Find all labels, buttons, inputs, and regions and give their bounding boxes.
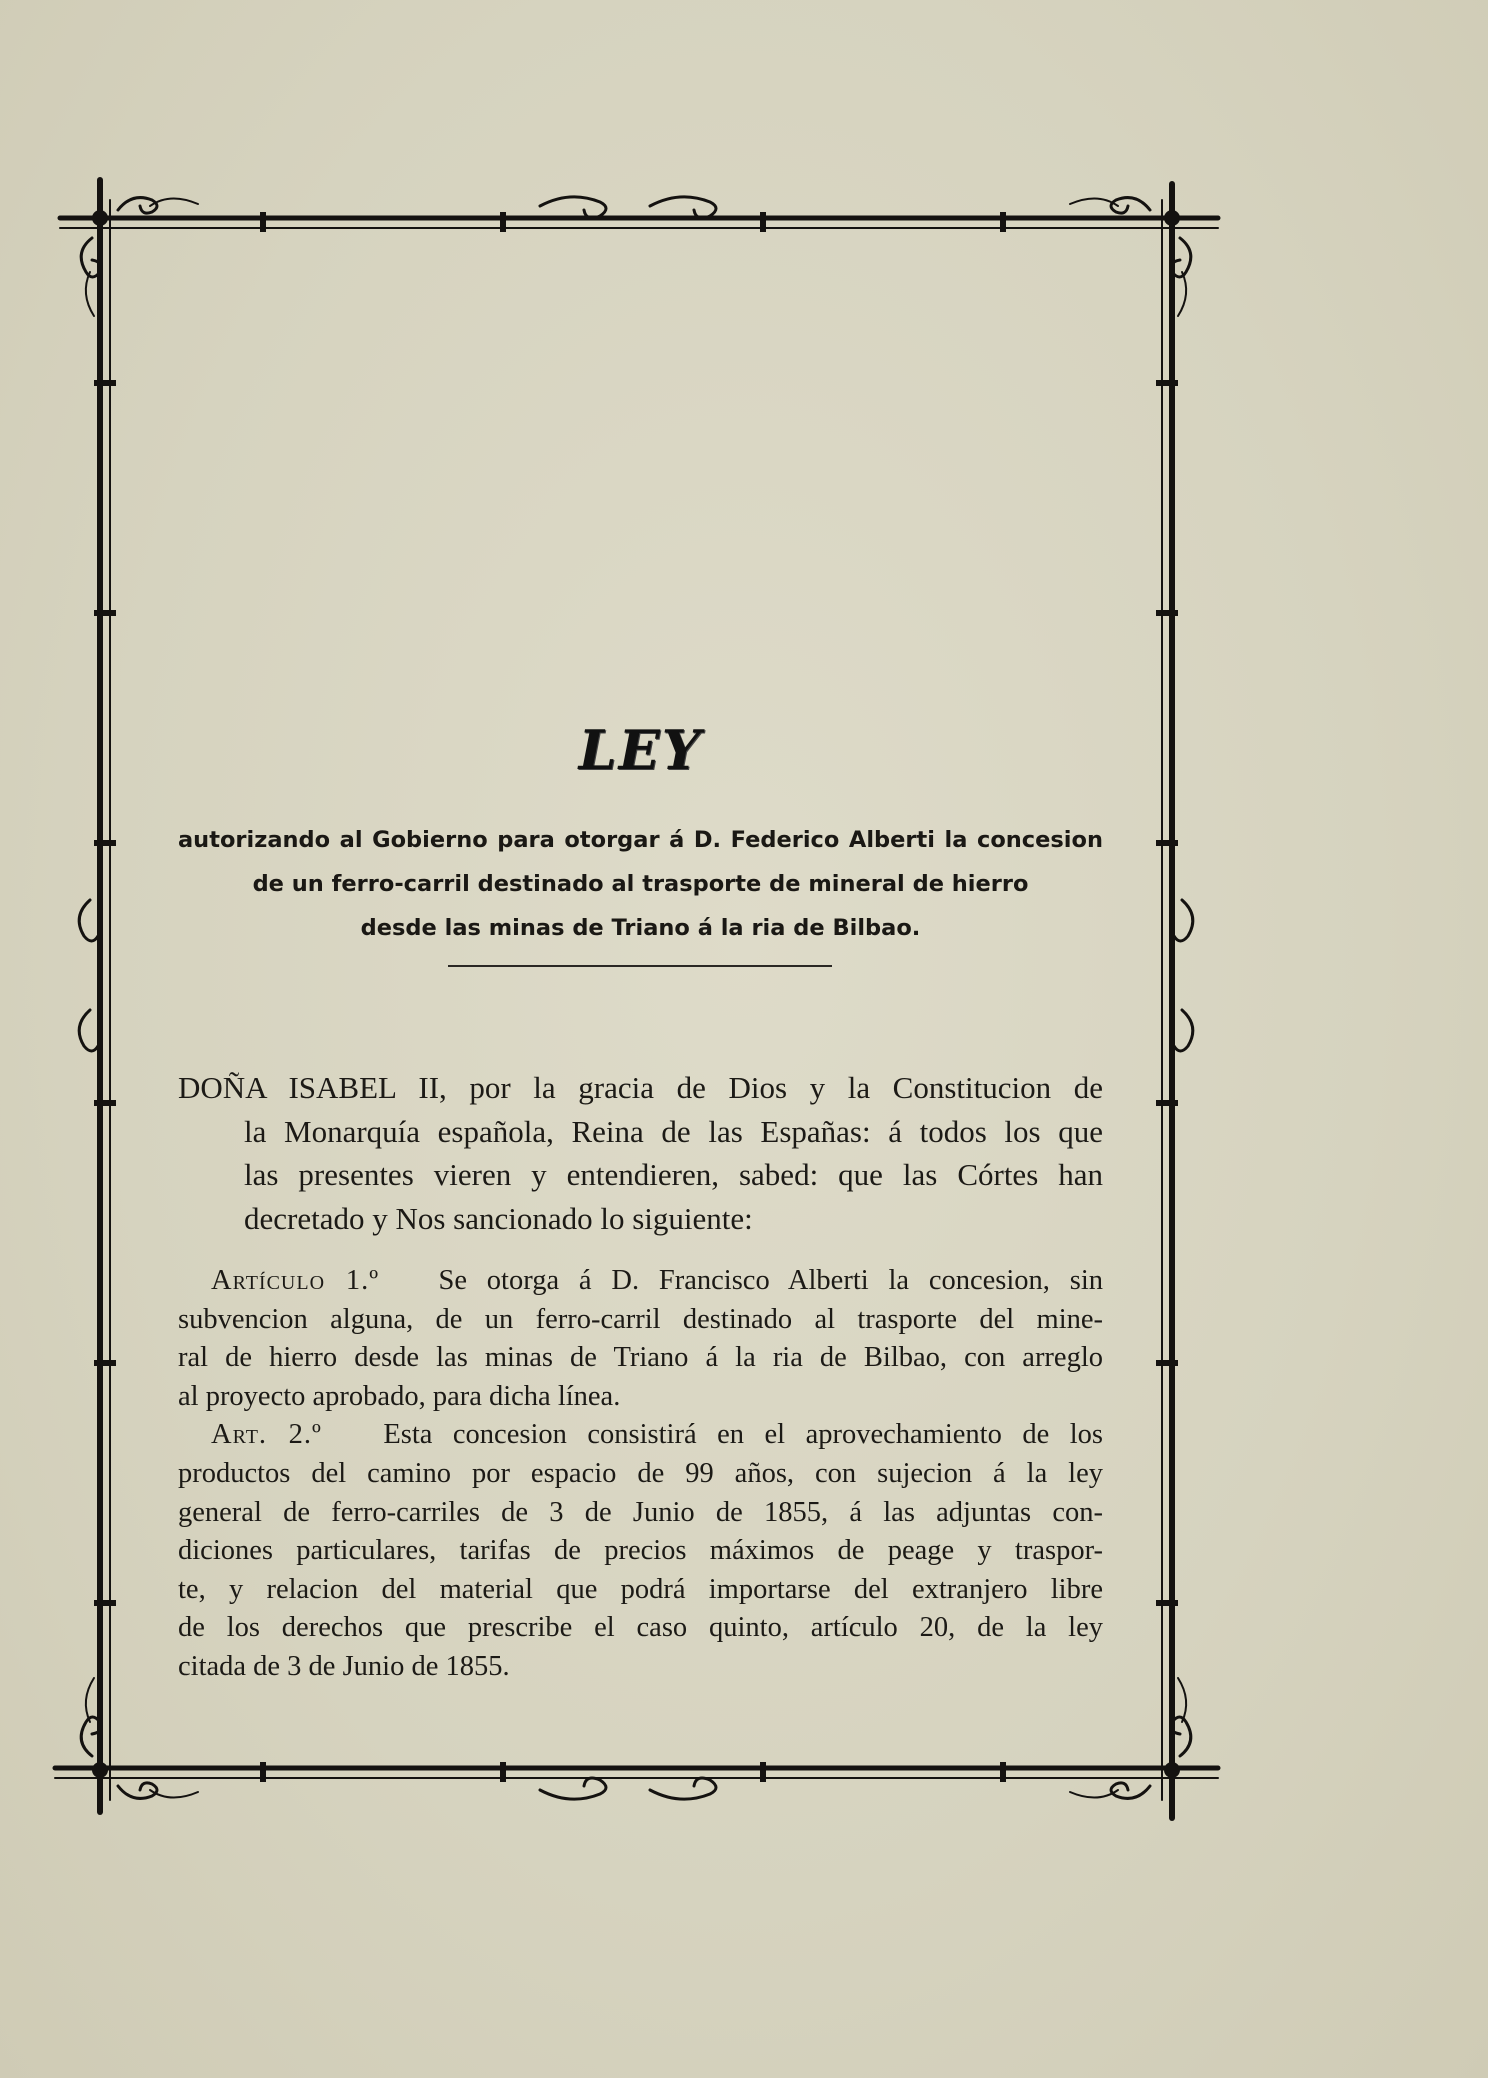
preamble-line: la Monarquía española, Reina de las Españas: á todos los que bbox=[244, 1113, 1103, 1149]
document-subtitle bbox=[178, 818, 1103, 950]
preamble-line: DOÑA ISABEL II, por la gracia de Dios y la Constitucion de bbox=[178, 1070, 1103, 1105]
subtitle-line: desde las minas de Triano á la ria de Bilbao. bbox=[360, 915, 921, 941]
article-1-line: subvencion alguna, de un ferro-carril destinado al trasporte del mine- bbox=[178, 1303, 1103, 1335]
article-1-label: Artículo 1.º bbox=[211, 1265, 380, 1296]
article-2-line: te, y relacion del material que podrá importarse del extranjero libre bbox=[178, 1573, 1103, 1605]
document-title: LEY bbox=[578, 718, 703, 782]
subtitle-line: autorizando al Gobierno para otorgar á D. Federico Alberti la concesion bbox=[178, 827, 1103, 853]
article-2-line: Art. 2.º Esta concesion consistirá en el aprovechamiento de los bbox=[211, 1419, 1104, 1451]
article-2-line: de los derechos que prescribe el caso quinto, artículo 20, de la ley bbox=[178, 1612, 1103, 1644]
article-2-line: general de ferro-carriles de 3 de Junio de 1855, á las adjuntas con- bbox=[178, 1496, 1103, 1528]
articles bbox=[178, 1262, 1103, 1687]
subtitle-line: de un ferro-carril destinado al trasporte de mineral de hierro bbox=[252, 871, 1029, 897]
divider-rule bbox=[448, 965, 832, 967]
preamble-line: decretado y Nos sancionado lo siguiente: bbox=[244, 1200, 753, 1236]
article-1-line: al proyecto aprobado, para dicha línea. bbox=[178, 1380, 621, 1412]
article-2-line: citada de 3 de Junio de 1855. bbox=[178, 1650, 510, 1682]
preamble-line: las presentes vieren y entendieren, sabed: que las Córtes han bbox=[244, 1157, 1103, 1192]
article-2-label: Art. 2.º bbox=[211, 1419, 322, 1451]
article-2-line: productos del camino por espacio de 99 años, con sujecion á la ley bbox=[178, 1457, 1103, 1489]
preamble bbox=[178, 1066, 1103, 1240]
article-1-line: Artículo 1.º Se otorga á D. Francisco Alberti la concesion, sin bbox=[211, 1265, 1103, 1296]
article-1-line: ral de hierro desde las minas de Triano á la ria de Bilbao, con arreglo bbox=[178, 1342, 1103, 1374]
article-2-line: diciones particulares, tarifas de precios máximos de peage y traspor- bbox=[178, 1535, 1103, 1567]
